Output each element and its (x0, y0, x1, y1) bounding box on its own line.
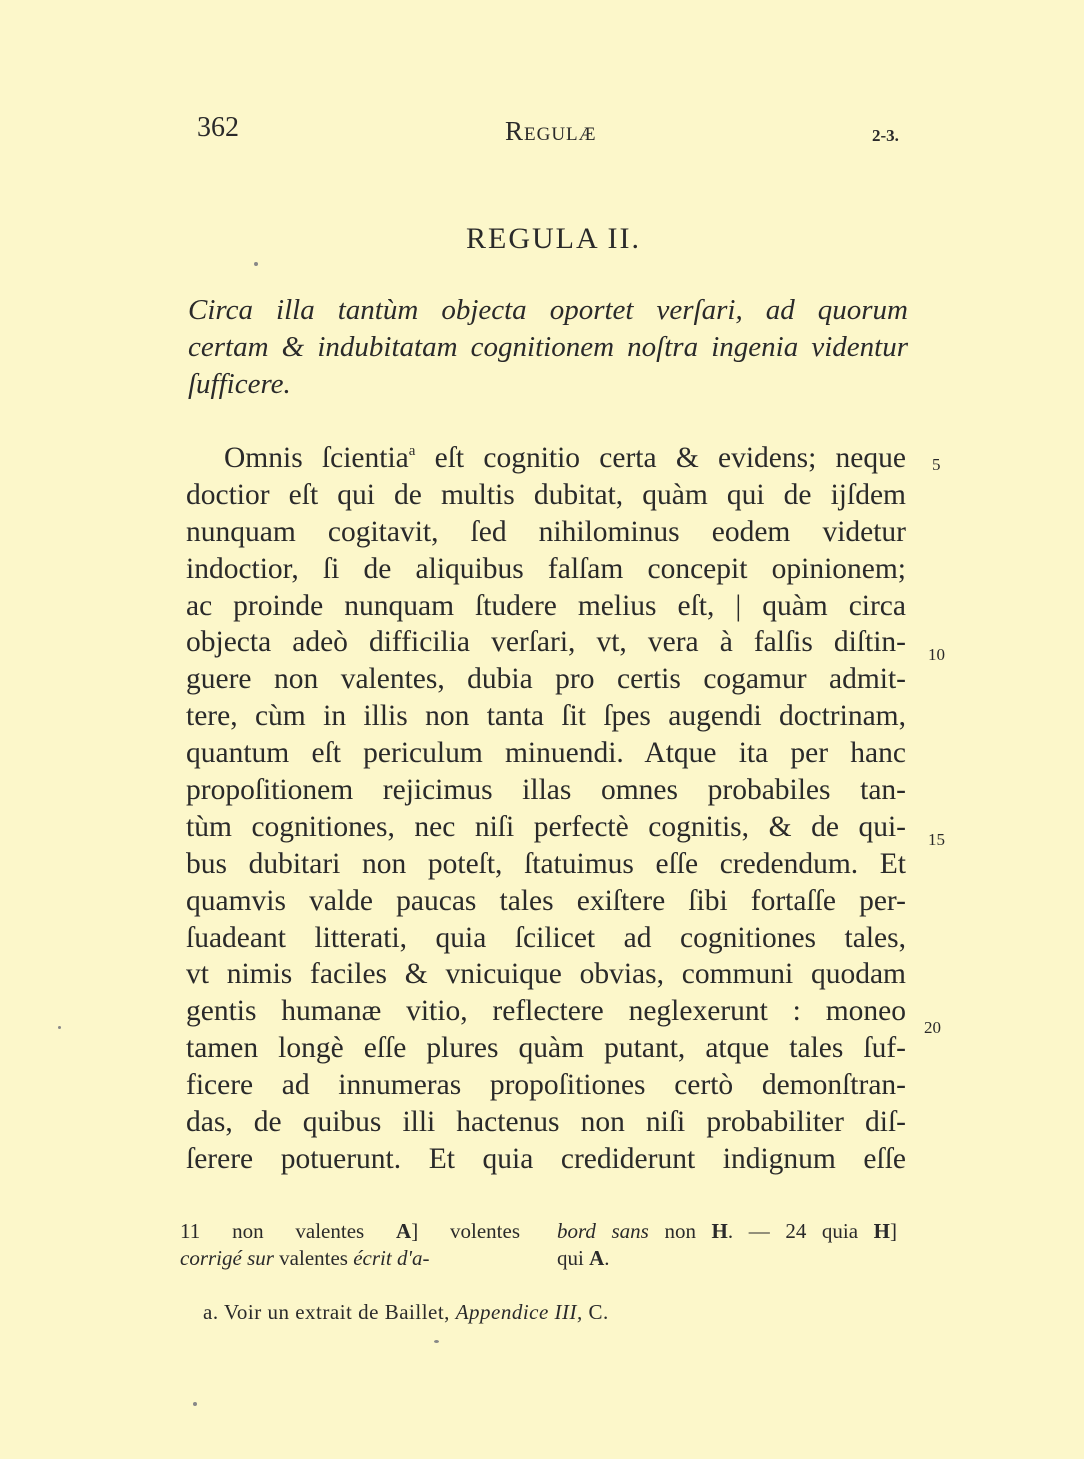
body-line: gentis humanæ vitio, reflectere neglexerunt : moneo (186, 995, 906, 1028)
rule-heading: REGULA II. (466, 222, 641, 255)
rule-statement-line: ſufficere. (188, 368, 291, 400)
running-title: Regulæ (505, 116, 597, 146)
apparatus-note: corrigé sur (180, 1246, 274, 1270)
paper-speck (58, 1026, 61, 1029)
rule-statement-line: certam & indubitatam cognitionem noſtra ingenia videntur (188, 331, 908, 363)
rule-statement (188, 292, 908, 403)
apparatus-bracket: ] (890, 1219, 897, 1243)
body-line: ficere ad innumeras propoſitiones certò demonſtran- (186, 1069, 906, 1102)
rule-statement-line: Circa illa tantùm objecta oportet verſari, ad quorum (188, 294, 908, 326)
apparatus-note: écrit d'a- (353, 1246, 430, 1270)
line-number: 15 (928, 830, 945, 849)
apparatus-siglum: H (873, 1219, 890, 1243)
line-number: 10 (928, 645, 945, 664)
apparatus-line (557, 1218, 897, 1245)
footnote-reference: Appendice III, (455, 1300, 583, 1324)
apparatus-line-ref: 11 (180, 1219, 201, 1243)
body-text (186, 440, 906, 1178)
apparatus-siglum: H (711, 1219, 728, 1243)
body-line: indoctior, ſi de aliquibus falſam concepit opinionem; (186, 552, 906, 585)
critical-apparatus-left (180, 1218, 520, 1272)
line-number: 20 (924, 1018, 941, 1037)
footnote (203, 1300, 609, 1325)
apparatus-line (557, 1245, 897, 1272)
body-line: vt nimis faciles & vnicuique obvias, communi quodam (186, 958, 906, 991)
running-head (0, 112, 1084, 152)
apparatus-lemma: non valentes (232, 1219, 365, 1243)
paper-speck (193, 1402, 197, 1406)
paper-speck (254, 262, 258, 266)
body-line: ſerere potuerunt. Et quia crediderunt indignum eſſe (186, 1142, 906, 1175)
body-line (186, 440, 906, 477)
apparatus-siglum: A (589, 1246, 605, 1270)
body-line-rest: eſt cognitio certa & evidens; neque (415, 442, 906, 474)
line-number: 5 (932, 455, 941, 474)
page-number: 362 (197, 112, 239, 143)
apparatus-variant: ] volentes (411, 1219, 521, 1243)
apparatus-note: bord sans (557, 1219, 649, 1243)
apparatus-variant: valentes (273, 1246, 354, 1270)
critical-apparatus-right (557, 1218, 897, 1272)
body-line: guere non valentes, dubia pro certis cogamur admit- (186, 663, 906, 696)
body-line: objecta adeò difficilia verſari, vt, vera à falſis diſtin- (186, 626, 906, 659)
footnote-text-end: C. (582, 1300, 609, 1324)
footnote-label: a. (203, 1300, 219, 1324)
body-line: quantum eſt periculum minuendi. Atque ita per hanc (186, 737, 906, 770)
body-line: das, de quibus illi hactenus non niſi probabiliter diſ- (186, 1106, 906, 1139)
body-line: ac proinde nunquam ſtudere melius eſt, | quàm circa (186, 589, 906, 622)
apparatus-siglum: A (396, 1219, 412, 1243)
apparatus-line (180, 1245, 520, 1272)
body-line-lead: Omnis ſcientia (224, 442, 409, 474)
body-line: propoſitionem rejicimus illas omnes probabiles tan- (186, 774, 906, 807)
apparatus-lemma: non (648, 1219, 712, 1243)
body-line: quamvis valde paucas tales exiſtere ſibi fortaſſe per- (186, 884, 906, 917)
body-line: tere, cùm in illis non tanta ſit ſpes augendi doctrinam, (186, 700, 906, 733)
body-line: tùm cognitiones, nec niſi perfectè cognitis, & de qui- (186, 810, 906, 843)
apparatus-variant: . — 24 quia (727, 1219, 874, 1243)
body-line: nunquam cogitavit, ſed nihilominus eodem videtur (186, 515, 906, 548)
body-line: tamen longè eſſe plures quàm putant, atque tales ſuf- (186, 1032, 906, 1065)
apparatus-variant: qui (557, 1246, 590, 1270)
footnote-text: Voir un extrait de Baillet, (218, 1300, 456, 1324)
footnote-marker: a (408, 443, 416, 459)
apparatus-line (180, 1218, 520, 1245)
paper-speck (434, 1340, 439, 1343)
apparatus-end: . (604, 1246, 610, 1270)
body-line: ſuadeant litterati, quia ſcilicet ad cognitiones tales, (186, 921, 906, 954)
body-line: bus dubitari non poteſt, ſtatuimus eſſe credendum. Et (186, 847, 906, 880)
body-line: doctior eſt qui de multis dubitat, quàm qui de ijſdem (186, 478, 906, 511)
section-reference: 2-3. (872, 126, 899, 145)
